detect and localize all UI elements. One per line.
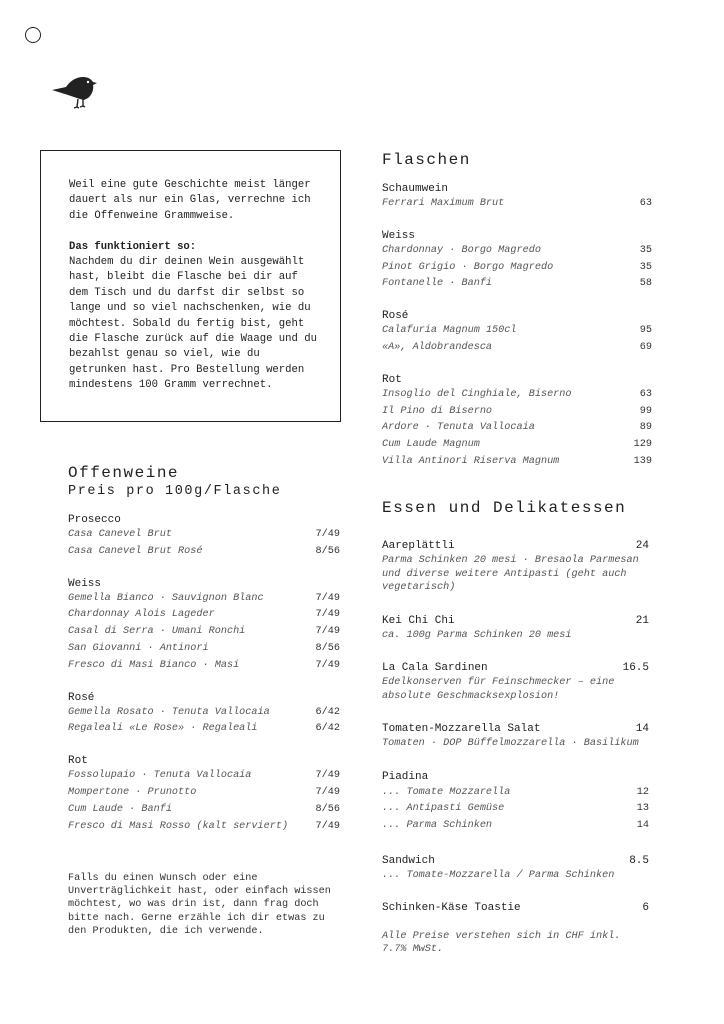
menu-item [68, 785, 340, 802]
allergy-note: Falls du einen Wunsch oder eine Unverträglichkeit hast, oder einfach wissen möchtest, wo was drin ist, dann frag doch bitte nach. Gerne erzähle ich dir etwas zu den Produkten, die ich verwende. [68, 873, 331, 937]
item-name: Ferrari Maximum Brut [382, 198, 505, 209]
essen-title: Essen und Delikatessen [382, 499, 627, 517]
item-price: 6/42 [315, 723, 340, 735]
menu-item [68, 544, 340, 561]
flaschen-title: Flaschen [382, 151, 471, 169]
item-name: Cum Laude Magnum [382, 439, 480, 451]
food-item [382, 660, 657, 703]
category-heading: Weiss [382, 229, 416, 242]
item-price: 7/49 [315, 592, 340, 604]
food-name: Kei Chi Chi [382, 614, 455, 627]
item-name: «A», Aldobrandesca [382, 341, 493, 353]
item-price: 139 [633, 455, 652, 467]
food-variant [382, 818, 657, 835]
menu-item [382, 437, 652, 454]
food-price: 8.5 [629, 854, 649, 867]
item-name: Villa Antinori Riserva Magnum [382, 455, 560, 467]
item-price: 99 [639, 405, 652, 417]
menu-item [68, 658, 340, 675]
category-heading: Rosé [68, 691, 95, 704]
item-name: Casal di Serra · Umani Ronchi [68, 626, 246, 638]
food-price: 14 [635, 723, 649, 735]
category-heading: Rot [68, 755, 88, 768]
flaschen-section [382, 150, 652, 471]
item-price: 69 [639, 341, 652, 353]
food-variant [382, 801, 657, 818]
category-heading: Rosé [382, 310, 409, 323]
food-description: ... Tomate-Mozzarella / Parma Schinken [382, 869, 615, 881]
item-name: Cum Laude · Banfi [68, 803, 172, 815]
food-title [382, 769, 657, 785]
item-name: Ardore · Tenuta Vallocaia [382, 422, 535, 434]
category-heading: Weiss [68, 577, 102, 590]
item-name: Regaleali «Le Rose» · Regaleali [68, 723, 258, 735]
item-name: Calafuria Magnum 150cl [382, 325, 517, 337]
variant-price: 12 [636, 786, 649, 798]
variant-name: ... Antipasti Gemüse [382, 803, 505, 815]
menu-item [382, 340, 652, 357]
variant-price: 13 [636, 803, 649, 815]
variant-name: ... Parma Schinken [382, 820, 493, 832]
food-name: Schinken-Käse Toastie [382, 902, 521, 915]
item-price: 63 [639, 198, 652, 209]
item-price: 7/49 [315, 820, 340, 832]
menu-item [68, 607, 340, 624]
food-title [382, 853, 657, 869]
item-price: 63 [639, 388, 652, 400]
menu-item [382, 323, 652, 340]
food-description: Parma Schinken 20 mesi · Bresaola Parmesan und diverse weitere Antipasti (geht auch vegetarisch) [382, 555, 639, 593]
intro-box [40, 150, 341, 422]
menu-item [68, 768, 340, 785]
essen-section [382, 498, 657, 916]
menu-item [68, 802, 340, 819]
menu-item [68, 527, 340, 544]
food-item [382, 900, 657, 916]
item-price: 7/49 [315, 659, 340, 671]
menu-item [382, 404, 652, 421]
item-price: 129 [633, 439, 652, 451]
item-name: Chardonnay Alois Lageder [68, 609, 215, 621]
category-heading: Rot [382, 373, 402, 386]
bird-logo-icon [50, 70, 98, 114]
category-heading: Schaumwein [382, 183, 449, 195]
food-description: ca. 100g Parma Schinken 20 mesi [382, 629, 572, 641]
food-title [382, 900, 657, 916]
item-price: 89 [639, 422, 652, 434]
offenweine-title: Offenweine [68, 464, 180, 482]
intro-heading: Das funktioniert so: [69, 240, 197, 253]
item-name: Gemella Rosato · Tenuta Vallocaia [68, 706, 270, 718]
item-name: Casa Canevel Brut [68, 529, 172, 540]
item-price: 8/56 [315, 545, 340, 557]
item-name: Fresco di Masi Bianco · Masi [68, 659, 240, 671]
intro-paragraph: Weil eine gute Geschichte meist länger dauert als nur ein Glas, verrechne ich die Offenweine Grammweise. [69, 179, 311, 222]
food-name: Piadina [382, 770, 429, 783]
item-name: Fontanelle · Banfi [382, 278, 493, 290]
item-price: 7/49 [315, 529, 340, 540]
food-title [382, 660, 657, 676]
food-item [382, 769, 657, 835]
item-price: 7/49 [315, 626, 340, 638]
item-name: Il Pino di Biserno [382, 405, 493, 417]
food-description: Tomaten · DOP Büffelmozzarella · Basilikum [382, 738, 639, 749]
item-name: Fresco di Masi Rosso (kalt serviert) [68, 820, 289, 832]
food-item [382, 853, 657, 883]
menu-item [382, 196, 652, 213]
menu-item [382, 276, 652, 293]
menu-item [382, 420, 652, 437]
item-price: 95 [639, 325, 652, 337]
menu-item [68, 624, 340, 641]
flaschen-list [382, 182, 652, 471]
food-title [382, 613, 657, 629]
item-name: Mompertone · Prunotto [68, 786, 197, 798]
food-description: Edelkonserven für Feinschmecker – eine absolute Geschmacksexplosion! [382, 677, 615, 702]
item-price: 8/56 [315, 803, 340, 815]
item-name: Fossolupaio · Tenuta Vallocaia [68, 770, 252, 782]
item-name: Insoglio del Cinghiale, Biserno [382, 388, 572, 400]
food-item [382, 613, 657, 643]
menu-item [382, 260, 652, 277]
food-name: Sandwich [382, 854, 435, 867]
item-price: 7/49 [315, 786, 340, 798]
menu-item [382, 243, 652, 260]
item-name: San Giovanni · Antinori [68, 642, 209, 654]
menu-item [68, 819, 340, 836]
item-name: Pinot Grigio · Borgo Magredo [382, 261, 554, 273]
food-price: 16.5 [622, 662, 649, 674]
circle-icon [25, 27, 41, 43]
food-name: Aareplättli [382, 540, 455, 552]
item-name: Casa Canevel Brut Rosé [68, 545, 203, 557]
item-price: 6/42 [315, 706, 340, 718]
food-price: 24 [635, 540, 649, 552]
item-name: Chardonnay · Borgo Magredo [382, 244, 541, 256]
item-price: 7/49 [315, 770, 340, 782]
menu-item [68, 705, 340, 722]
food-variant [382, 785, 657, 802]
item-price: 7/49 [315, 609, 340, 621]
essen-list [382, 538, 657, 916]
item-name: Gemella Bianco · Sauvignon Blanc [68, 592, 264, 604]
food-price: 6 [642, 902, 649, 915]
intro-paragraph-2: Nachdem du dir deinen Wein ausgewählt hast, bleibt die Flasche bei dir auf dem Tisch und du darfst dir selbst so lange und so viel nachschenken, wie du möchtest. Sobald du fertig bist, geht die Flasche zurück auf die Waage und du bezahlst genau so viel, wie du getrunken hast. Pro Bestellung werden mindestens 100 Gramm verrechnet. [69, 256, 317, 392]
food-title [382, 538, 657, 554]
category-heading: Prosecco [68, 514, 121, 526]
food-price: 21 [635, 614, 649, 627]
intro-how-it-works [69, 240, 320, 394]
menu-item [68, 591, 340, 608]
offenweine-section [68, 463, 340, 835]
offenweine-subtitle: Preis pro 100g/Flasche [68, 484, 282, 499]
variant-price: 14 [636, 820, 649, 832]
food-item [382, 538, 657, 595]
menu-item [68, 721, 340, 738]
food-item [382, 721, 657, 751]
food-title [382, 721, 657, 737]
item-price: 35 [639, 261, 652, 273]
item-price: 8/56 [315, 642, 340, 654]
item-price: 35 [639, 244, 652, 256]
food-name: La Cala Sardinen [382, 662, 488, 674]
menu-item [68, 641, 340, 658]
menu-item [382, 387, 652, 404]
variant-name: ... Tomate Mozzarella [382, 786, 511, 798]
offenweine-list [68, 513, 340, 835]
item-price: 58 [639, 278, 652, 290]
menu-item [382, 454, 652, 471]
food-name: Tomaten-Mozzarella Salat [382, 723, 541, 735]
price-footer: Alle Preise verstehen sich in CHF inkl. 7.7% MwSt. [382, 931, 621, 956]
